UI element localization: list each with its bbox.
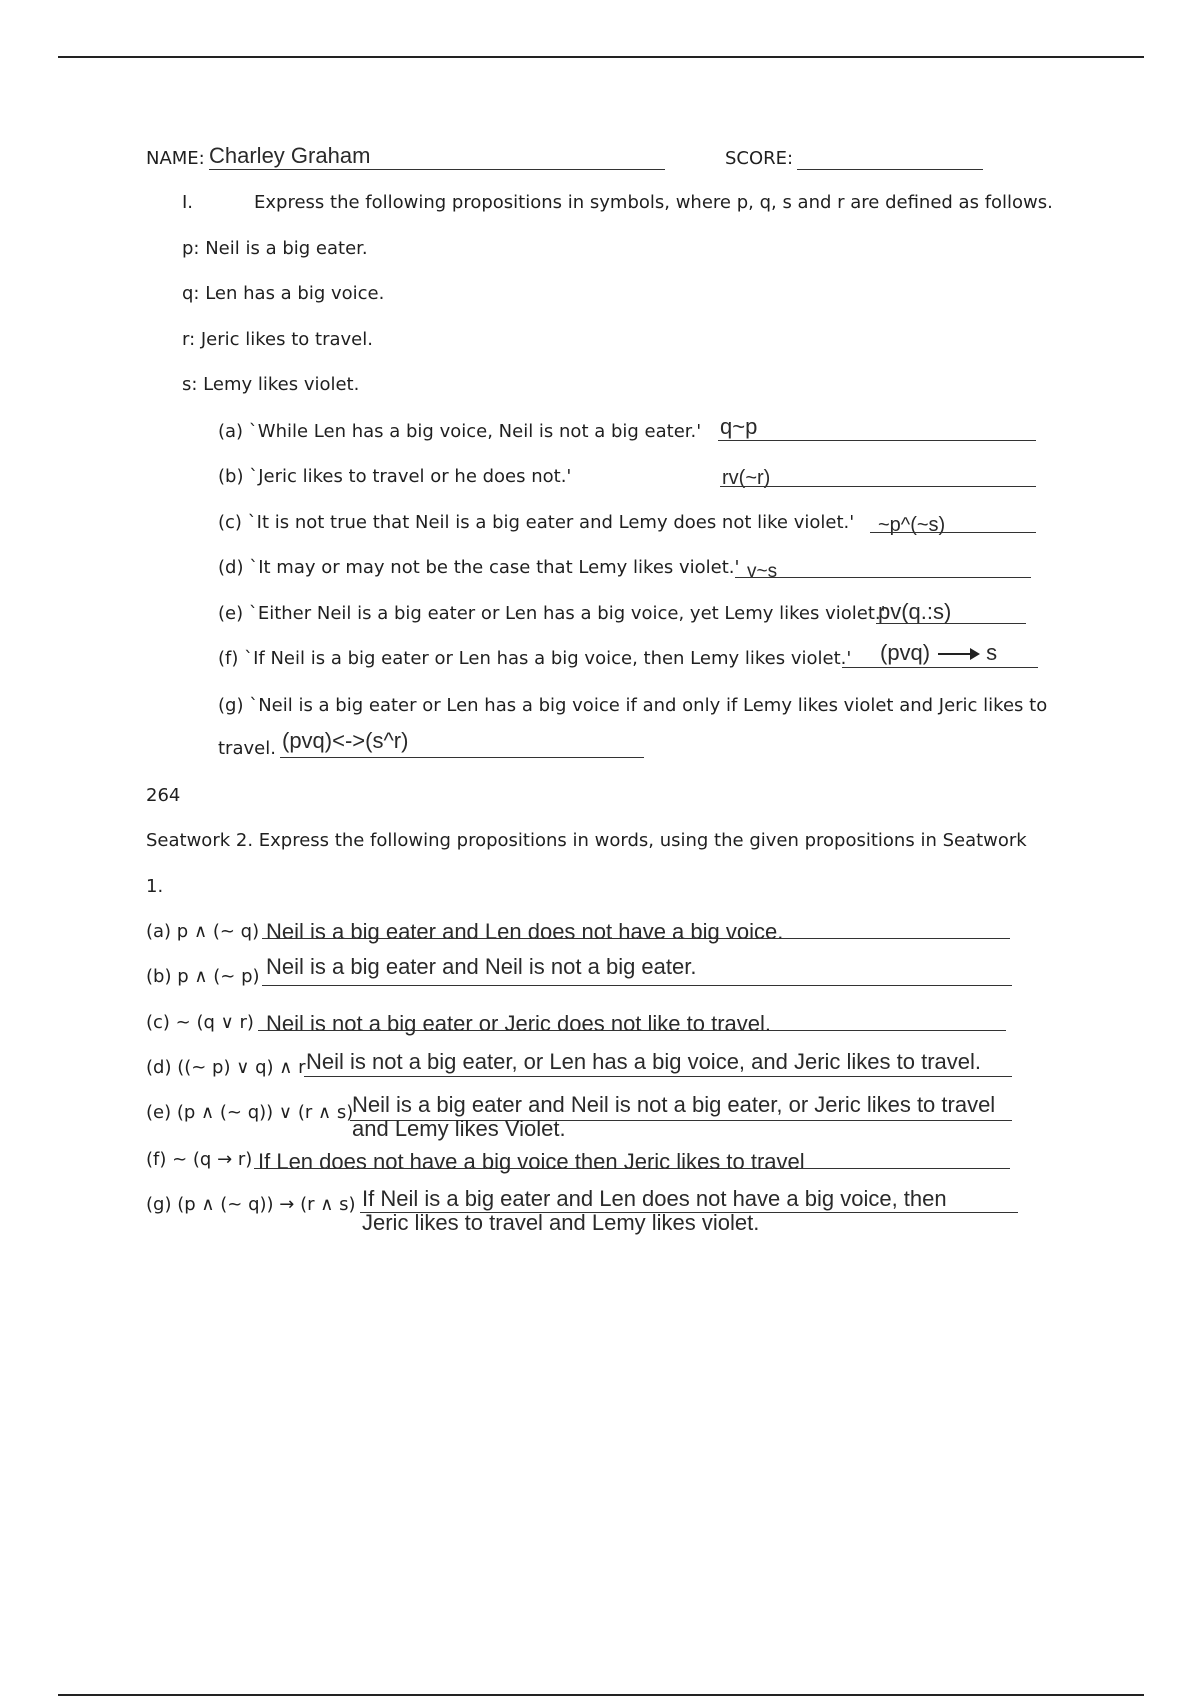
part1-item-b-prompt: (b) `Jeric likes to travel or he does not.' bbox=[218, 466, 572, 487]
part1-item-d-line bbox=[735, 577, 1031, 578]
name-label: NAME: bbox=[146, 148, 205, 169]
part2-item-b-answer[interactable]: Neil is a big eater and Neil is not a big eater. bbox=[266, 954, 697, 979]
part2-item-a-answer[interactable]: Neil is a big eater and Len does not have a big voice. bbox=[266, 919, 784, 944]
part1-item-e-line bbox=[876, 623, 1026, 624]
page-number: 264 bbox=[146, 785, 181, 806]
part1-item-b-answer[interactable]: rv(~r) bbox=[722, 467, 771, 489]
part2-instruction-line2: 1. bbox=[146, 876, 164, 897]
part1-item-f-prompt: (f) `If Neil is a big eater or Len has a big voice, then Lemy likes violet.' bbox=[218, 648, 852, 669]
top-rule bbox=[58, 56, 1144, 58]
part2-item-g-prompt: (g) (p ∧ (~ q)) → (r ∧ s) bbox=[146, 1194, 356, 1215]
part1-instruction: Express the following propositions in symbols, where p, q, s and r are defined as follows. bbox=[254, 192, 1053, 213]
part1-item-f-answer-right: s bbox=[986, 640, 998, 665]
part1-item-a-answer[interactable]: q~p bbox=[720, 414, 758, 439]
part2-item-a-line bbox=[262, 938, 1010, 939]
part2-item-c-answer[interactable]: Neil is not a big eater or Jeric does not like to travel. bbox=[266, 1011, 772, 1036]
part1-item-g-prompt: (g) `Neil is a big eater or Len has a big voice if and only if Lemy likes violet and Jeric likes to bbox=[218, 695, 1048, 716]
name-value[interactable]: Charley Graham bbox=[209, 143, 371, 168]
part2-item-d-prompt: (d) ((~ p) ∨ q) ∧ r bbox=[146, 1057, 306, 1078]
part1-item-g-answer[interactable]: (pvq)<->(s^r) bbox=[282, 728, 409, 753]
part1-item-e-answer[interactable]: pv(q.:s) bbox=[878, 599, 952, 624]
definition-s: s: Lemy likes violet. bbox=[182, 374, 360, 395]
definition-q: q: Len has a big voice. bbox=[182, 283, 385, 304]
score-label: SCORE: bbox=[725, 148, 794, 169]
definition-p: p: Neil is a big eater. bbox=[182, 238, 368, 259]
part1-item-a-line bbox=[718, 440, 1036, 441]
part2-item-f-line bbox=[254, 1168, 1010, 1169]
part2-item-d-answer[interactable]: Neil is not a big eater, or Len has a big voice, and Jeric likes to travel. bbox=[306, 1049, 982, 1074]
name-underline bbox=[209, 169, 665, 170]
part1-item-c-line bbox=[870, 532, 1036, 533]
part1-item-g-prompt-cont: travel. bbox=[218, 738, 276, 759]
part1-item-d-answer[interactable]: v~s bbox=[747, 561, 778, 582]
part2-item-f-prompt: (f) ~ (q → r) bbox=[146, 1149, 253, 1170]
arrow-icon bbox=[938, 653, 978, 655]
part2-item-c-line bbox=[258, 1030, 1006, 1031]
part1-item-c-prompt: (c) `It is not true that Neil is a big eater and Lemy does not like violet.' bbox=[218, 512, 855, 533]
definition-r: r: Jeric likes to travel. bbox=[182, 329, 373, 350]
part1-item-f-answer-left: (pvq) bbox=[880, 640, 931, 665]
bottom-rule bbox=[58, 1694, 1144, 1696]
part1-item-c-answer[interactable]: ~p^(~s) bbox=[878, 514, 946, 536]
part2-item-g-answer-cont[interactable]: Jeric likes to travel and Lemy likes violet. bbox=[362, 1210, 760, 1235]
part1-item-g-line bbox=[280, 757, 644, 758]
part1-item-f-answer[interactable] bbox=[880, 641, 997, 665]
part2-item-b-line bbox=[262, 985, 1012, 986]
part1-item-d-prompt: (d) `It may or may not be the case that Lemy likes violet.' bbox=[218, 557, 740, 578]
part2-item-b-prompt: (b) p ∧ (~ p) bbox=[146, 966, 260, 987]
part2-item-e-answer-cont[interactable]: and Lemy likes Violet. bbox=[352, 1116, 566, 1141]
part2-item-c-prompt: (c) ~ (q ∨ r) bbox=[146, 1012, 254, 1033]
part1-item-b-line bbox=[720, 486, 1036, 487]
part1-item-e-prompt: (e) `Either Neil is a big eater or Len has a big voice, yet Lemy likes violet.' bbox=[218, 603, 886, 624]
score-field[interactable] bbox=[797, 169, 983, 170]
part2-item-e-prompt: (e) (p ∧ (~ q)) ∨ (r ∧ s) bbox=[146, 1102, 354, 1123]
part1-item-a-prompt: (a) `While Len has a big voice, Neil is not a big eater.' bbox=[218, 421, 702, 442]
part2-item-a-prompt: (a) p ∧ (~ q) bbox=[146, 921, 260, 942]
part2-item-f-answer[interactable]: If Len does not have a big voice then Jeric likes to travel bbox=[258, 1149, 805, 1174]
part1-item-f-line bbox=[842, 667, 1038, 668]
part2-instruction-line1: Seatwork 2. Express the following propositions in words, using the given propositions in Seatwork bbox=[146, 830, 1027, 851]
part2-item-d-line bbox=[304, 1076, 1012, 1077]
part1-numeral: I. bbox=[182, 192, 194, 213]
part2-item-g-answer[interactable]: If Neil is a big eater and Len does not have a big voice, then bbox=[362, 1186, 947, 1211]
part2-item-e-answer[interactable]: Neil is a big eater and Neil is not a big eater, or Jeric likes to travel bbox=[352, 1092, 996, 1117]
